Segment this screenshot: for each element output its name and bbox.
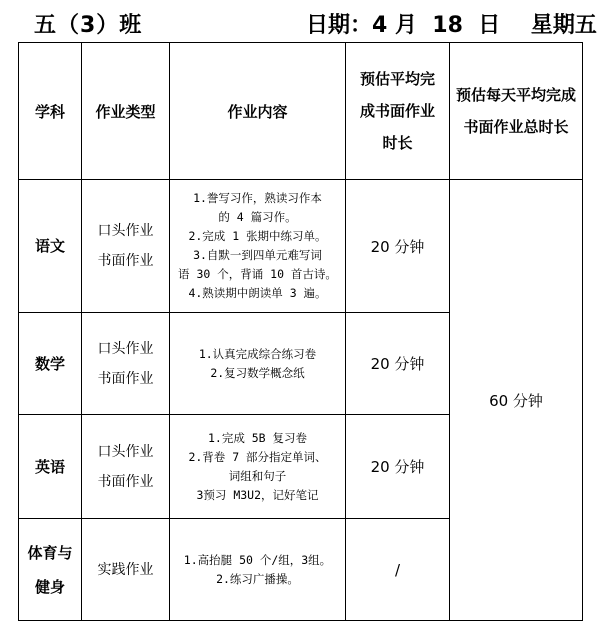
subject-label: 英语 [34, 457, 65, 476]
type-cell [82, 415, 170, 519]
col-total [450, 43, 583, 180]
content-line: 语 30 个，背诵 10 首古诗。 [178, 267, 337, 281]
content-line: 的 4 篇习作。 [218, 210, 297, 224]
time-cell: 20 分钟 [346, 313, 450, 415]
subject-cell [19, 180, 82, 313]
content-line: 1.誊写习作，熟读习作本 [193, 191, 322, 205]
content-cell [170, 519, 346, 621]
subject-label: 体育与 [27, 543, 73, 562]
content-line: 1.高抬腿 50 个/组，3组。 [183, 552, 332, 567]
type-label: 口头作业 [97, 223, 154, 239]
type-label: 实践作业 [97, 561, 154, 578]
type-cell [82, 180, 170, 313]
class-name: 五（3）班 [34, 13, 143, 38]
col-time-line: 成书面作业 [359, 102, 435, 120]
type-cell [82, 519, 170, 621]
type-label: 口头作业 [97, 340, 154, 357]
content-line: 4.熟读期中朗读单 3 遍。 [188, 286, 327, 300]
time-cell: 20 分钟 [346, 415, 450, 519]
content-line: 3预习 M3U2，记好笔记 [196, 487, 319, 502]
col-type: 作业类型 [82, 43, 170, 180]
col-subject: 学科 [19, 43, 82, 180]
type-cell [82, 313, 170, 415]
subject-label: 健身 [34, 577, 65, 596]
page-header [0, 0, 597, 42]
table-header-row [19, 43, 583, 180]
content-line: 1.完成 5B 复习卷 [207, 430, 308, 445]
type-label: 书面作业 [97, 253, 154, 269]
content-line: 2.背卷 7 部分指定单词、 [188, 449, 327, 464]
content-cell [170, 313, 346, 415]
time-cell: 20 分钟 [346, 180, 450, 313]
content-line: 3.自默一到四单元难写词 [193, 248, 322, 262]
type-label: 口头作业 [97, 443, 154, 460]
col-content: 作业内容 [170, 43, 346, 180]
subject-label: 数学 [34, 354, 65, 373]
content-line: 2.完成 1 张期中练习单。 [188, 229, 327, 243]
content-cell [170, 180, 346, 313]
type-label: 书面作业 [97, 473, 154, 490]
content-line: 2.复习数学概念纸 [210, 365, 305, 380]
table-row [19, 180, 583, 313]
subject-cell [19, 313, 82, 415]
subject-cell [19, 415, 82, 519]
content-line: 词组和句子 [228, 468, 287, 483]
homework-table [18, 42, 583, 621]
content-line: 1.认真完成综合练习卷 [198, 346, 317, 361]
col-time-line: 时长 [382, 134, 413, 152]
col-total-line: 预估每天平均完成 [455, 86, 576, 104]
subject-cell [19, 519, 82, 621]
col-time-line: 预估平均完 [359, 70, 435, 88]
col-time [346, 43, 450, 180]
subject-label: 语文 [34, 237, 65, 255]
time-cell: / [346, 519, 450, 621]
content-line: 2.练习广播操。 [216, 571, 299, 586]
total-time-cell: 60 分钟 [450, 180, 583, 621]
content-cell [170, 415, 346, 519]
col-total-line: 书面作业总时长 [463, 118, 569, 136]
type-label: 书面作业 [97, 370, 154, 387]
date-label: 日期：4 月 18 日 星期五 [306, 13, 597, 38]
